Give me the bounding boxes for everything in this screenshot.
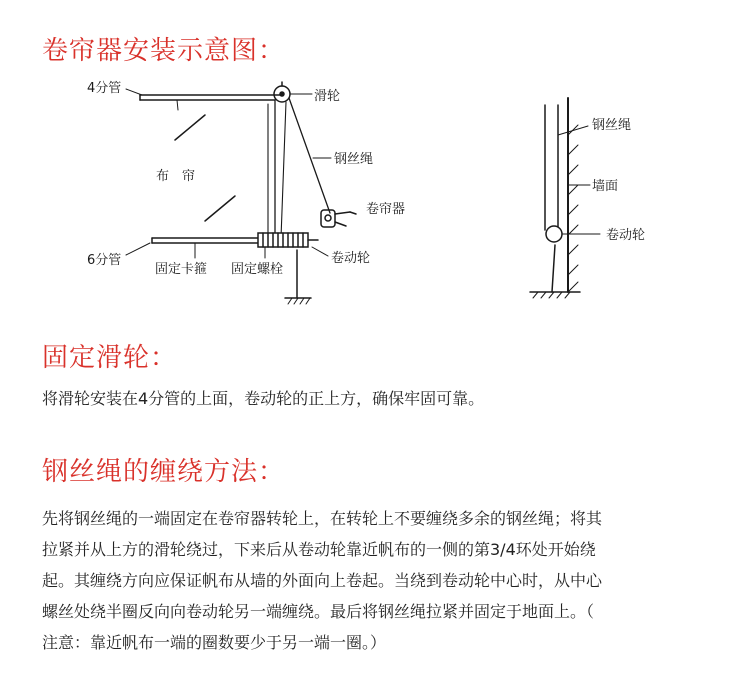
installation-diagram — [0, 0, 750, 320]
label-cloth: 布 帘 — [156, 169, 196, 184]
label-pulley: 滑轮 — [314, 89, 341, 104]
section-title-installation-diagram: 卷帘器安装示意图： — [42, 36, 286, 66]
pulley-icon — [274, 82, 312, 102]
fix-pulley-text: 将滑轮安装在4分管的上面，卷动轮的正上方，确保牢固可靠。 — [42, 389, 485, 408]
side-label-roll-wheel: 卷动轮 — [606, 228, 646, 243]
label-roller-device: 卷帘器 — [366, 202, 406, 217]
cloth-curtain — [175, 115, 235, 221]
roll-wheel-icon — [258, 233, 328, 256]
paragraph-line: 注意：靠近帆布一端的圈数要少于另一端一圈。） — [42, 633, 387, 652]
bottom-pipe-6fen — [126, 238, 265, 258]
label-pipe-4fen: 4分管 — [87, 81, 122, 96]
side-view-diagram — [530, 98, 600, 298]
label-clamp: 固定卡箍 — [155, 262, 208, 277]
roller-device-icon — [321, 210, 356, 227]
label-wire: 钢丝绳 — [334, 152, 374, 167]
label-roll-wheel: 卷动轮 — [331, 251, 371, 266]
paragraph-line: 拉紧并从上方的滑轮绕过，下来后从卷动轮靠近帆布的一侧的第3/4环处开始绕 — [42, 540, 596, 559]
paragraph-line: 起。其缠绕方向应保证帆布从墙的外面向上卷起。当绕到卷动轮中心时，从中心 — [42, 571, 603, 590]
label-bolt: 固定螺栓 — [231, 262, 284, 277]
top-pipe-4fen — [126, 89, 281, 110]
section-title-fix-pulley: 固定滑轮： — [42, 343, 178, 373]
section-title-wire-winding: 钢丝绳的缠绕方法： — [42, 457, 286, 487]
wire-winding-text — [42, 503, 712, 658]
label-pipe-6fen: 6分管 — [87, 253, 122, 268]
paragraph-line: 先将钢丝绳的一端固定在卷帘器转轮上，在转轮上不要缠绕多余的钢丝绳；将其 — [42, 509, 603, 528]
side-label-wire: 钢丝绳 — [592, 118, 632, 133]
paragraph-line: 螺丝处绕半圈反向向卷动轮另一端缠绕。最后将钢丝绳拉紧并固定于地面上。（ — [42, 602, 595, 621]
side-label-wall: 墙面 — [592, 179, 619, 194]
ground-anchor-icon — [285, 250, 311, 304]
